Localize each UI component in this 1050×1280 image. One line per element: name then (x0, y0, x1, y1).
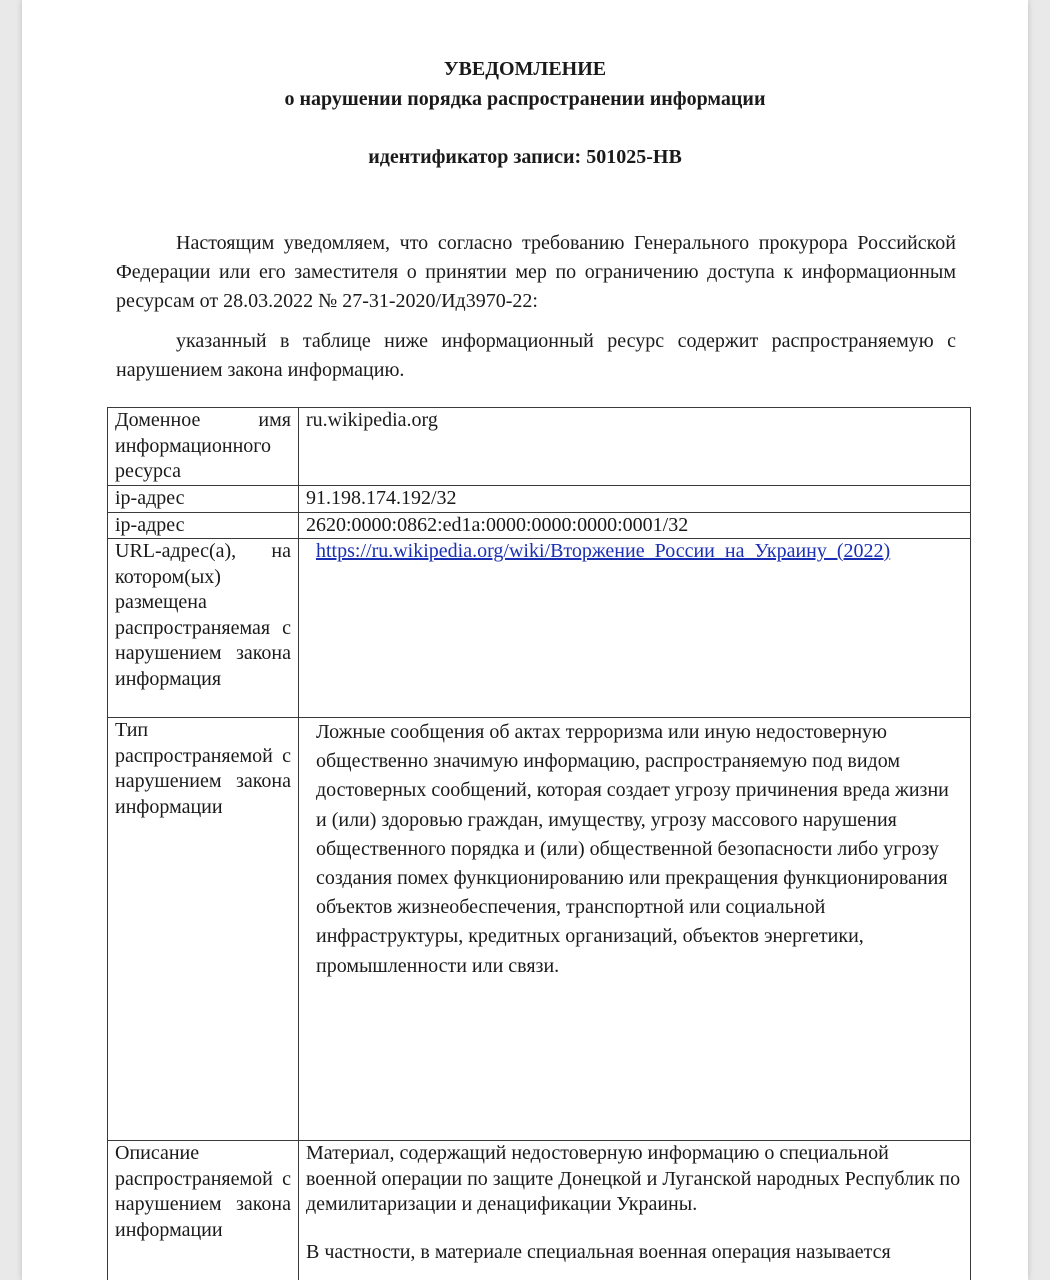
document-title: УВЕДОМЛЕНИЕ (443, 58, 607, 80)
domain-value: ru.wikipedia.org (299, 408, 971, 486)
table-row-ip2 (108, 512, 971, 539)
table-row-domain (108, 408, 971, 486)
type-label: Тип распространяемой с нарушением закона информации (108, 718, 299, 1141)
resource-table (107, 407, 971, 1280)
description-value: Материал, содержащий недостоверную информацию о специальной военной операции по защите Донецкой и Луганской народных Республик по демилитаризации и денацификации Украины. (306, 1142, 961, 1215)
table-row-type (108, 718, 971, 1141)
description-value-continued: В частности, в материале специальная военная операция называется (306, 1240, 891, 1263)
description-label: Описание распространяемой с нарушением закона информации (108, 1141, 299, 1280)
ip2-label: ip-адрес (108, 512, 299, 539)
record-identifier: идентификатор записи: 501025-НВ (368, 146, 682, 168)
ip2-value: 2620:0000:0862:ed1a:0000:0000:0000:0001/32 (299, 512, 971, 539)
ip1-value: 91.198.174.192/32 (299, 486, 971, 513)
document-page (22, 0, 1028, 1280)
table-row-description (108, 1141, 971, 1280)
notice-paragraph: Настоящим уведомляем, что согласно требованию Генерального прокурора Российской Федерации или его заместителя о принятии мер по ограничению доступа к информационным ресурсам от 28.03.2022 № 27-31-2020/Ид3970-22: (116, 232, 956, 312)
type-value: Ложные сообщения об актах терроризма или иную недостоверную общественно значимую информацию, распространяемую под видом достоверных сообщений, которая создает угрозу причинения вреда жизни и (или) здоровью граждан, имуществу, угрозу массового нарушения общественного порядка и (или) общественной безопасности либо угрозу создания помех функционированию или прекращения функционирования объектов жизнеобеспечения, транспортной или социальной инфраструктуры, кредитных организаций, объектов энергетики, промышленности или связи. (299, 718, 971, 1141)
table-row-ip1 (108, 486, 971, 513)
document-subtitle: о нарушении порядка распространении информации (284, 88, 766, 110)
table-row-url (108, 539, 971, 718)
ip1-label: ip-адрес (108, 486, 299, 513)
resource-paragraph: указанный в таблице ниже информационный ресурс содержит распространяемую с нарушением закона информацию. (116, 330, 956, 381)
url-label: URL-адрес(а), на котором(ых) размещена распространяемая с нарушением закона информация (108, 539, 299, 718)
domain-label: Доменное имя информационного ресурса (108, 408, 299, 486)
url-link[interactable]: https://ru.wikipedia.org/wiki/Вторжение_России_на_Украину_(2022) (316, 540, 891, 562)
